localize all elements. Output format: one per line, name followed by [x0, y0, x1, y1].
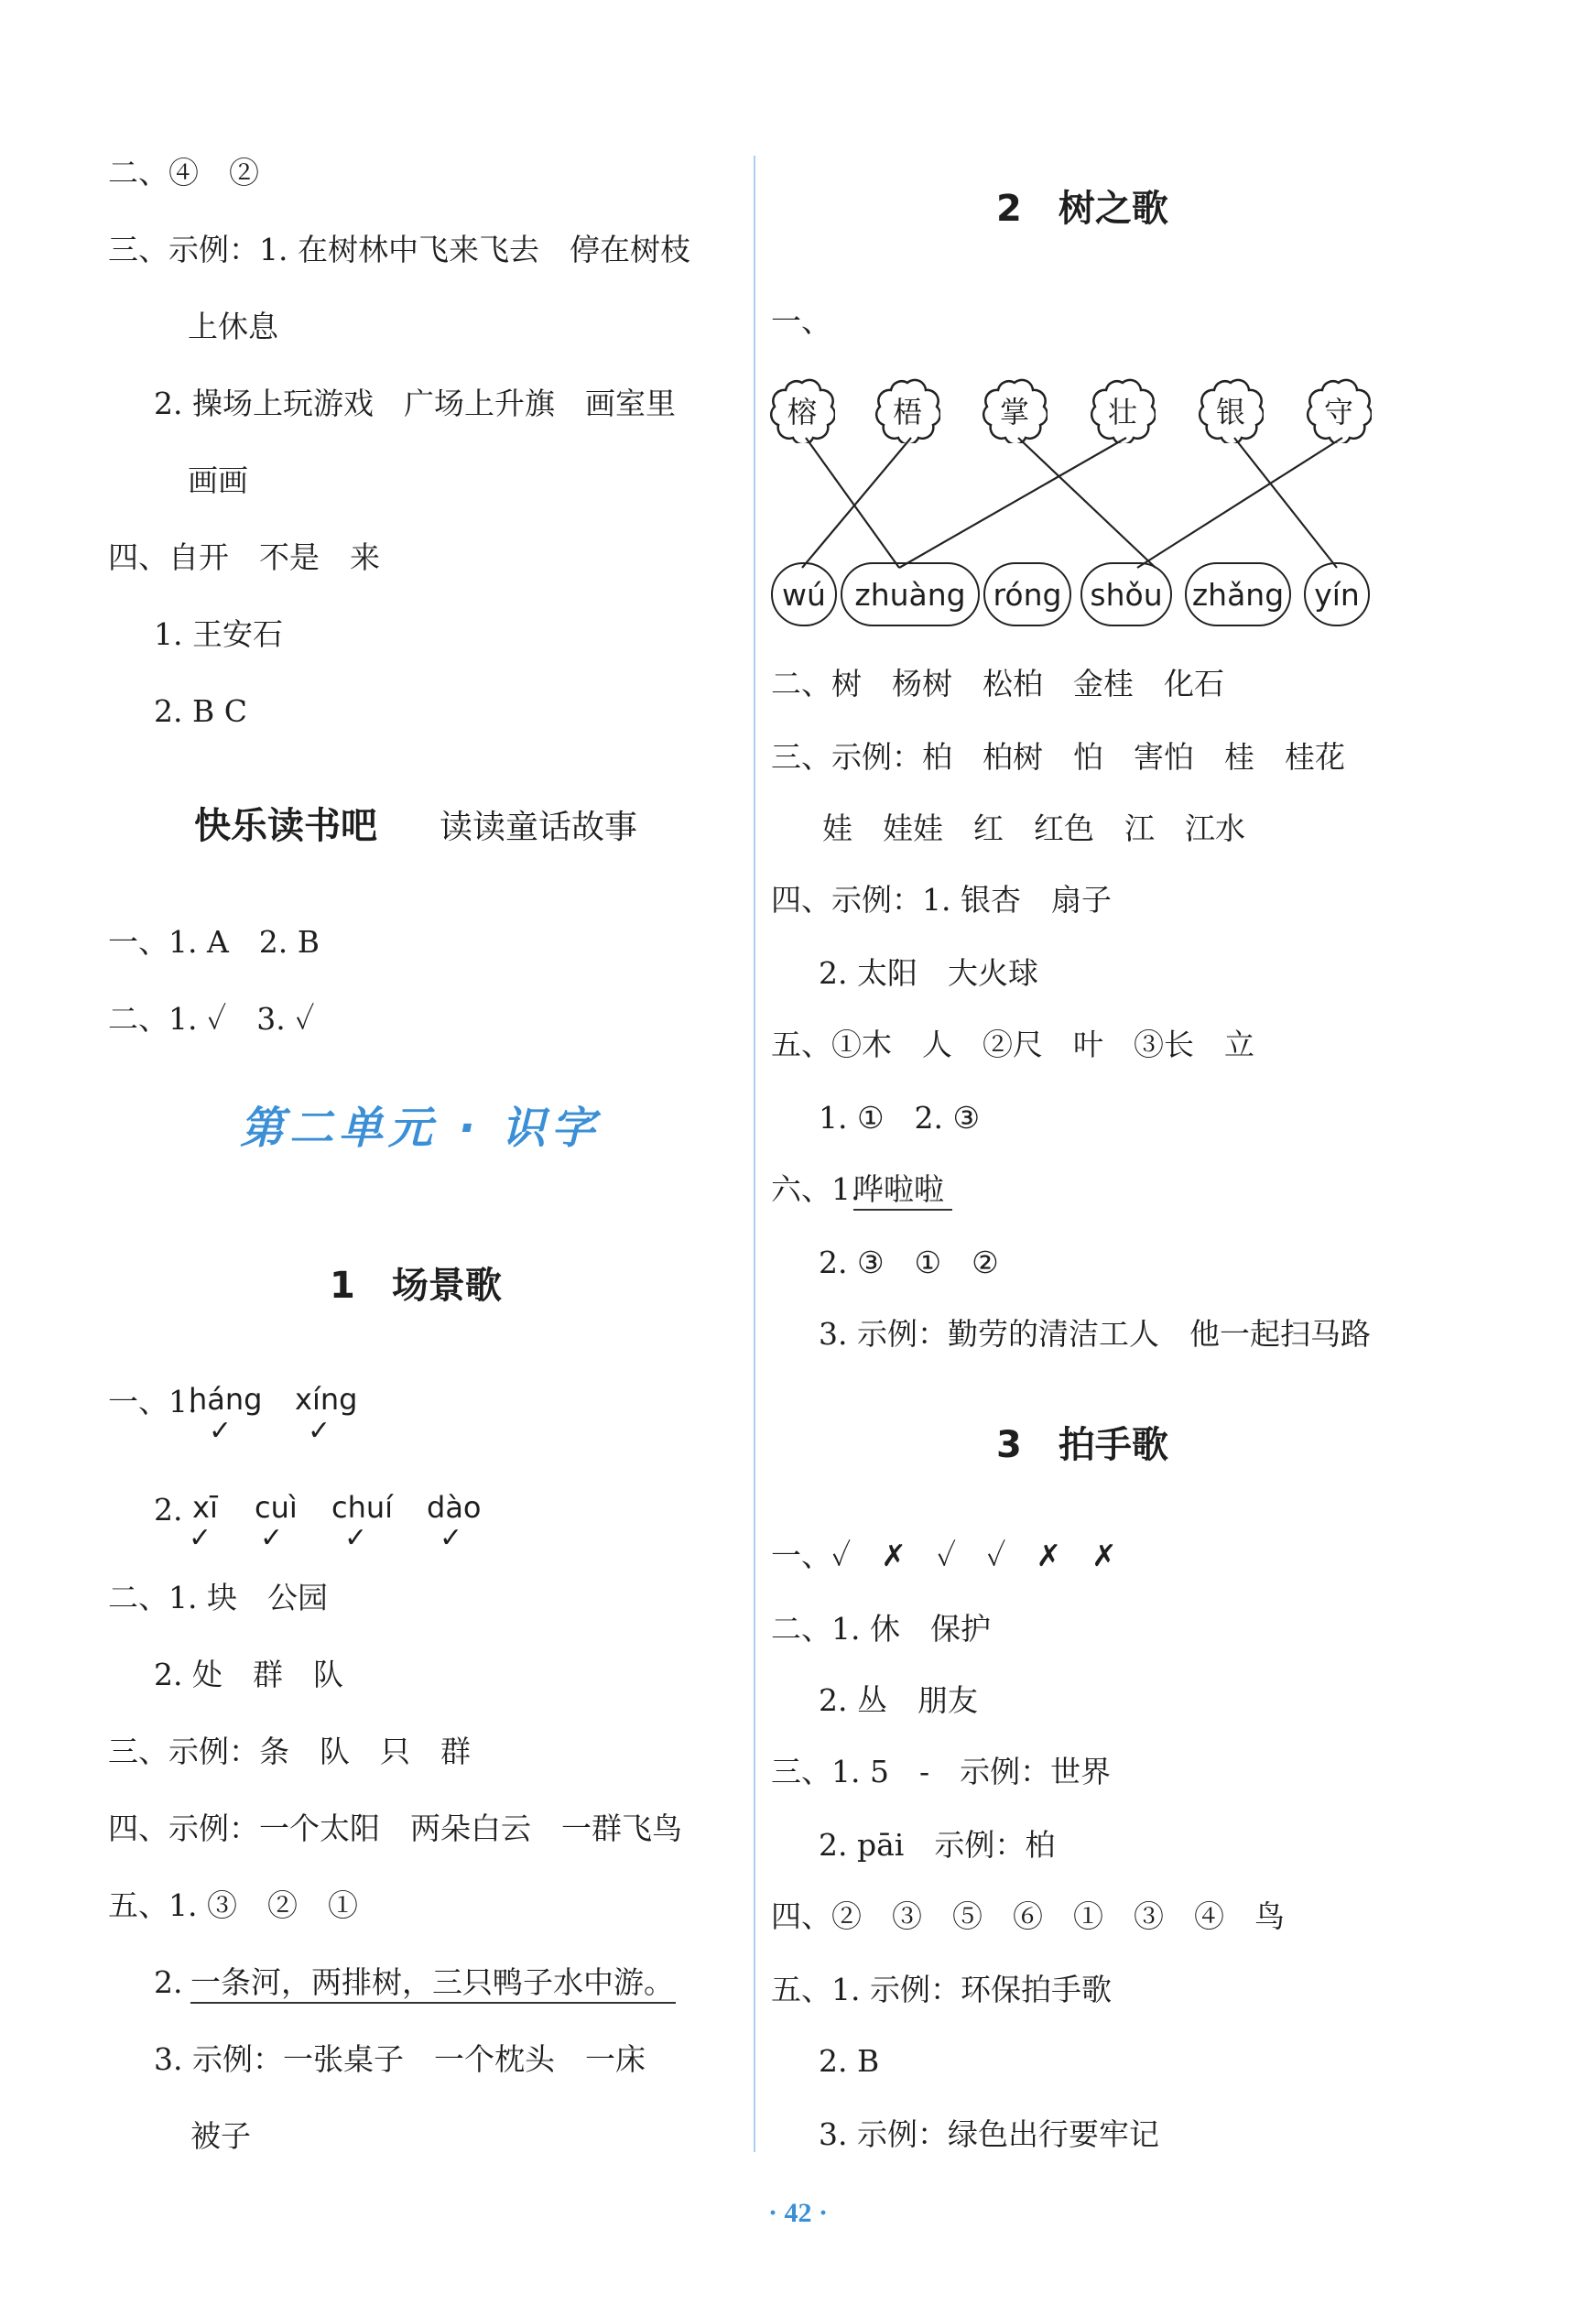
pinyin-pill: wú: [771, 562, 837, 626]
underlined-answer: 一条河，两排树，三只鸭子水中游。: [190, 1964, 674, 2000]
flower-char: [769, 377, 835, 443]
check-mark-icon: ✓: [260, 1522, 284, 1554]
answer-line: 一、✓ ✗ ✓ ✓ ✗ ✗: [771, 1538, 1117, 1573]
unit-title: 第二单元 · 识字: [240, 1103, 601, 1154]
answer-line: 2. 处 群 队: [154, 1657, 343, 1692]
lesson-title: 3 拍手歌: [996, 1424, 1168, 1466]
flower-char: [874, 377, 940, 443]
pinyin-pill: yín: [1304, 562, 1370, 626]
pinyin: xíng: [295, 1382, 358, 1417]
answer-line: 一、1.: [108, 1384, 198, 1419]
answer-line: 四、② ③ ⑤ ⑥ ① ③ ④ 鸟: [771, 1898, 1285, 1934]
column-divider: [754, 156, 755, 2152]
flower-char: [1198, 377, 1264, 443]
flower-char: [1090, 377, 1156, 443]
check-mark-icon: ✓: [209, 1415, 233, 1447]
answer-line: 四、自开 不是 来: [108, 539, 380, 575]
section-title: 快乐读书吧: [194, 805, 377, 847]
answer-line: 三、示例：柏 柏树 怕 害怕 桂 桂花: [771, 739, 1345, 775]
pinyin: háng: [189, 1382, 263, 1417]
answer-line: 2. 丛 朋友: [819, 1682, 978, 1718]
underlined-answer: 哗啦啦: [853, 1171, 944, 1207]
answer-line: 2. ③ ① ②: [819, 1245, 999, 1280]
answer-line: 四、示例：1. 银杏 扇子: [771, 882, 1112, 918]
flower-char-label: 梧: [892, 395, 922, 429]
underline: [853, 1209, 952, 1211]
answer-line: 上休息: [188, 309, 278, 344]
answer-line: 娃 娃娃 红 红色 江 江水: [822, 810, 1245, 846]
underline: [190, 2002, 676, 2004]
answer-line: 2. pāi 示例：柏: [819, 1827, 1056, 1863]
answer-line: 2.: [154, 1964, 183, 2000]
answer-line: 2. B C: [154, 693, 247, 729]
lesson-title: 1 场景歌: [330, 1265, 502, 1307]
answer-line: 五、①木 人 ②尺 叶 ③长 立: [771, 1027, 1254, 1062]
check-mark-icon: ✓: [308, 1415, 331, 1447]
check-mark-icon: ✓: [344, 1522, 368, 1554]
pinyin-pill: róng: [983, 562, 1071, 626]
answer-line: 2. 太阳 大火球: [819, 955, 1038, 991]
flower-char-label: 守: [1323, 395, 1353, 429]
answer-line: 二、树 杨树 松柏 金桂 化石: [771, 666, 1224, 701]
answer-line: 二、④ ②: [108, 155, 259, 190]
flower-char-label: 壮: [1107, 395, 1137, 429]
answer-line: 2. B: [819, 2043, 880, 2079]
flower-char: [982, 377, 1048, 443]
flower-char-label: 榕: [787, 395, 817, 429]
page-number: · 42 ·: [767, 2198, 828, 2228]
answer-line: 二、1. 块 公园: [108, 1580, 328, 1615]
answer-line: 3. 示例：一张桌子 一个枕头 一床: [154, 2041, 646, 2077]
answer-line: 一、1. A 2. B: [108, 924, 320, 960]
answer-line: 五、1. 示例：环保拍手歌: [771, 1972, 1112, 2007]
answer-line: 三、示例：1. 在树林中飞来飞去 停在树枝: [108, 232, 690, 267]
pinyin: xī: [192, 1490, 218, 1525]
flower-char: [1306, 377, 1372, 443]
answer-line: 三、1. 5 - 示例：世界: [771, 1754, 1112, 1789]
answer-line: 一、: [771, 303, 831, 339]
pinyin: dào: [427, 1490, 482, 1525]
answer-line: 三、示例：条 队 只 群: [108, 1734, 471, 1769]
answer-line: 二、1. ✓ 3. ✓: [108, 1001, 315, 1037]
answer-line: 2. 操场上玩游戏 广场上升旗 画室里: [154, 386, 676, 421]
lesson-title: 2 树之歌: [996, 188, 1168, 230]
flower-char-label: 掌: [999, 395, 1029, 429]
answer-line: 六、1.: [771, 1171, 861, 1207]
answer-line: 五、1. ③ ② ①: [108, 1887, 358, 1923]
answer-line: 二、1. 休 保护: [771, 1611, 991, 1647]
section-subtitle: 读读童话故事: [440, 809, 638, 846]
pinyin: chuí: [331, 1490, 394, 1525]
answer-line: 1. ① 2. ③: [819, 1100, 981, 1136]
answer-line: 1. 王安石: [154, 616, 283, 652]
answer-line: 2.: [154, 1492, 183, 1528]
pinyin-pill: zhuàng: [841, 562, 980, 626]
check-mark-icon: ✓: [189, 1522, 212, 1554]
answer-line: 四、示例：一个太阳 两朵白云 一群飞鸟: [108, 1810, 682, 1846]
answer-line: 3. 示例：绿色出行要牢记: [819, 2116, 1159, 2152]
pinyin: cuì: [255, 1490, 298, 1525]
pinyin-pill: shǒu: [1080, 562, 1172, 626]
check-mark-icon: ✓: [440, 1522, 463, 1554]
pinyin-pill: zhǎng: [1185, 562, 1291, 626]
answer-line: 3. 示例：勤劳的清洁工人 他一起扫马路: [819, 1316, 1371, 1352]
flower-char-label: 银: [1215, 395, 1245, 429]
answer-line: 被子: [190, 2118, 251, 2154]
answer-line: 画画: [188, 462, 248, 498]
